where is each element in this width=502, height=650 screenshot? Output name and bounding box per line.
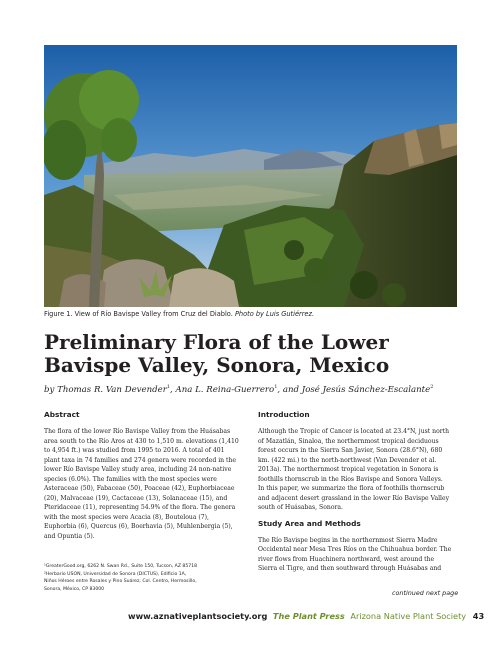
abstract-line: with the most species were Acacia (8), Bouteloua (7), (44, 513, 209, 521)
author-separator: , (170, 384, 176, 395)
introduction-line: km. (422 mi.) to the north-northwest (Van Devender et al. (258, 456, 437, 464)
author-name: Thomas R. Van Devender (57, 384, 167, 395)
affiliation-footnotes (44, 563, 244, 593)
abstract-line: and Opuntia (5). (44, 532, 95, 540)
introduction-body (258, 427, 457, 513)
introduction-heading: Introduction (258, 410, 310, 419)
introduction-line: south of Huásabas, Sonora. (258, 504, 343, 511)
author-name: José Jesús Sánchez-Escalante (301, 384, 431, 395)
figure-caption-credit: Photo by Luis Gutiérrez. (234, 310, 315, 318)
abstract-line: The flora of the lower Río Bavispe Valley from the Huásabas (44, 428, 231, 435)
abstract-line: plant taxa in 74 families and 274 genera were recorded in the (44, 456, 236, 464)
footer-society: Arizona Native Plant Society (350, 611, 467, 621)
introduction-line: In this paper, we summarize the flora of foothills thornscrub (258, 485, 445, 492)
footer-url-link[interactable]: www.aznativeplantsociety.org (128, 611, 268, 621)
study-area-line: river flows from Huachinera northward, west around the (258, 555, 435, 563)
introduction-line: Although the Tropic of Cancer is located at 23.4°N, just north (258, 428, 450, 435)
study-area-line: The Río Bavispe begins in the northernmost Sierra Madre (258, 536, 438, 544)
author-affiliation-mark: 1 (166, 384, 171, 390)
introduction-line: forest occurs in the Sierra San Javier, Sonora (28.6°N), 680 (258, 447, 443, 454)
author-affiliation-mark: 1 (274, 384, 278, 390)
abstract-line: Euphorbia (6), Quercus (6), Boerhavia (5), Muhlenbergia (5), (44, 523, 233, 530)
footnote-line: Sonora, México, CP 83000 (44, 586, 105, 592)
left-column (44, 410, 243, 541)
introduction-line: foothills thornscrub in the Ríos Bavispe and Sonora Valleys. (258, 475, 443, 483)
cover-photo (44, 45, 457, 307)
footnote-line: Niños Héroes entre Rosales y Pino Suárez, Col. Centro, Hermosillo, (44, 579, 197, 585)
study-area-body (258, 536, 457, 574)
introduction-line: of Mazatlán, Sinaloa, the northernmost tropical deciduous (258, 437, 439, 445)
author-separator: , and (277, 384, 302, 395)
landscape-photo (44, 45, 457, 307)
study-area-heading: Study Area and Methods (258, 518, 361, 528)
abstract-line: to 4,954 ft.) was studied from 1995 to 2016. A total of 401 (44, 447, 225, 454)
right-column (258, 410, 457, 574)
page-footer (128, 611, 485, 623)
article-title: Preliminary Flora of the Lower Bavispe Valley, Sonora, Mexico (44, 330, 390, 377)
footnote-line: ¹GreaterGood.org, 6262 N. Swan Rd., Suite 150, Tucson, AZ 85718 (44, 564, 198, 569)
article-authors: by Thomas R. Van Devender$^1$, Ana L. Reina-Guerrero$^1$, and José Jesús Sánchez-Escalante$^2$ (44, 384, 434, 395)
abstract-heading: Abstract (44, 410, 80, 419)
abstract-line: Pteridaceae (11), representing 54.9% of the flora. The genera (44, 504, 236, 511)
abstract-line: Asteraceae (50), Fabaceae (50), Poaceae (42), Euphorbiaceae (44, 485, 235, 492)
abstract-line: area south to the Río Aros at 430 to 1,510 m. elevations (1,410 (44, 437, 239, 445)
continued-next-page: continued next page (392, 589, 459, 597)
abstract-body (44, 427, 243, 541)
figure-caption (44, 310, 457, 318)
study-area-line: Occidental near Mesa Tres Ríos on the Chihuahua border. The (258, 546, 452, 553)
footer-magazine: The Plant Press (272, 611, 345, 621)
author-name: Ana L. Reina-Guerrero (175, 384, 275, 395)
author-affiliation-mark: 2 (430, 384, 434, 390)
abstract-line: (20), Malvaceae (19), Cactaceae (13), Solanaceae (15), and (44, 494, 228, 502)
figure-caption-text: Figure 1. View of Río Bavispe Valley from Cruz del Diablo. (44, 310, 233, 318)
study-area-line: Sierra el Tigre, and then southward through Huásabas and (258, 565, 442, 572)
abstract-line: species (6.0%). The families with the most species were (44, 475, 217, 483)
introduction-line: and adjacent desert grassland in the lower Río Bavispe Valley (258, 494, 450, 502)
page-number: 43 (472, 611, 485, 621)
introduction-line: 2013a). The northernmost tropical vegetation in Sonora is (258, 466, 439, 473)
footnote-line: ²Herbario USON, Universidad de Sonora (DICTUS), Edificio 1A, (44, 571, 187, 577)
abstract-line: lower Río Bavispe Valley study area, including 24 non-native (44, 466, 232, 473)
